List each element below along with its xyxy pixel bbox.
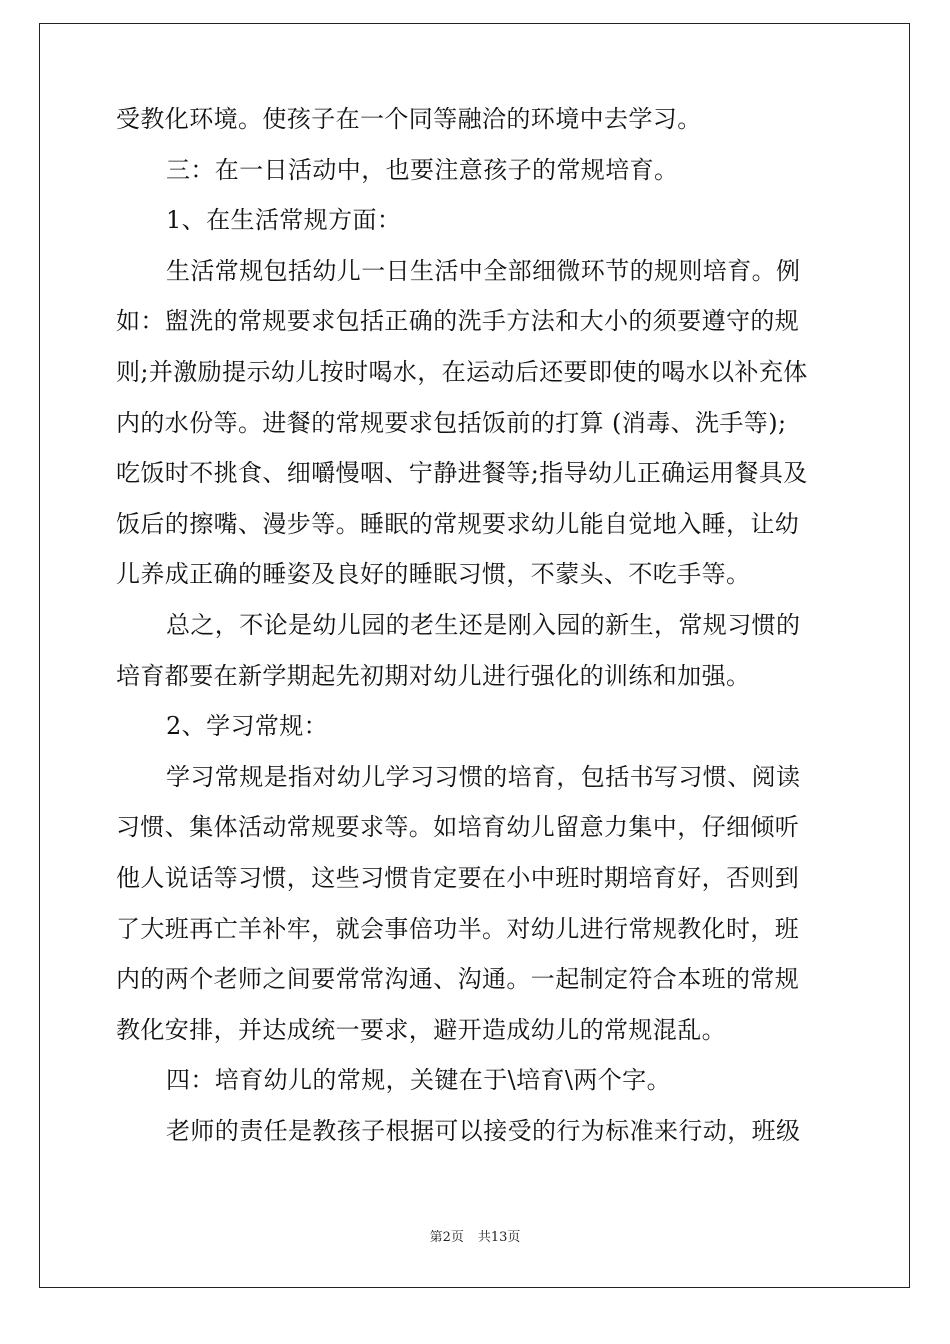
text-line: 儿养成正确的睡姿及良好的睡眠习惯，不蒙头、不吃手等。 bbox=[116, 560, 751, 589]
text-line: 饭后的擦嘴、漫步等。睡眠的常规要求幼儿能自觉地入睡，让幼 bbox=[116, 509, 800, 538]
text-line: 则;并激励提示幼儿按时喝水，在运动后还要即使的喝水以补充体 bbox=[116, 357, 808, 386]
text-line: 教化安排，并达成统一要求，避开造成幼儿的常规混乱。 bbox=[116, 1015, 726, 1044]
paragraph-start: 学习常规是指对幼儿学习习惯的培育，包括书写习惯、阅读 bbox=[166, 762, 801, 791]
subsection-heading: 2、学习常规： bbox=[166, 712, 329, 741]
text-line: 吃饭时不挑食、细嚼慢咽、宁静进餐等;指导幼儿正确运用餐具及 bbox=[116, 459, 808, 488]
paragraph-start: 老师的责任是教孩子根据可以接受的行为标准来行动，班级 bbox=[166, 1116, 801, 1145]
text-line: 了大班再亡羊补牢，就会事倍功半。对幼儿进行常规教化时，班 bbox=[116, 914, 800, 943]
text-line: 受教化环境。使孩子在一个同等融洽的环境中去学习。 bbox=[116, 105, 702, 133]
text-line: 内的两个老师之间要常常沟通、沟通。一起制定符合本班的常规 bbox=[116, 965, 800, 994]
page-total: 共13页 bbox=[477, 1230, 521, 1245]
paragraph-start: 总之，不论是幼儿园的老生还是刚入园的新生，常规习惯的 bbox=[166, 610, 801, 639]
text-line: 习惯、集体活动常规要求等。如培育幼儿留意力集中，仔细倾听 bbox=[116, 813, 800, 842]
text-line: 他人说话等习惯，这些习惯肯定要在小中班时期培育好，否则到 bbox=[116, 863, 800, 892]
text-line: 培育都要在新学期起先初期对幼儿进行强化的训练和加强。 bbox=[116, 661, 751, 690]
text-line: 内的水份等。进餐的常规要求包括饭前的打算 (消毒、洗手等); bbox=[116, 408, 787, 437]
paragraph-start: 生活常规包括幼儿一日生活中全部细微环节的规则培育。例 bbox=[166, 256, 801, 285]
document-body bbox=[116, 94, 836, 1156]
section-heading: 三：在一日活动中，也要注意孩子的常规培育。 bbox=[166, 155, 679, 184]
subsection-heading: 1、在生活常规方面： bbox=[166, 206, 402, 235]
section-heading: 四：培育幼儿的常规，关键在于\培育\两个字。 bbox=[166, 1066, 671, 1095]
page-footer bbox=[0, 1229, 950, 1247]
page-number: 第2页 bbox=[429, 1230, 464, 1245]
text-line: 如：盥洗的常规要求包括正确的洗手方法和大小的须要遵守的规 bbox=[116, 307, 800, 336]
